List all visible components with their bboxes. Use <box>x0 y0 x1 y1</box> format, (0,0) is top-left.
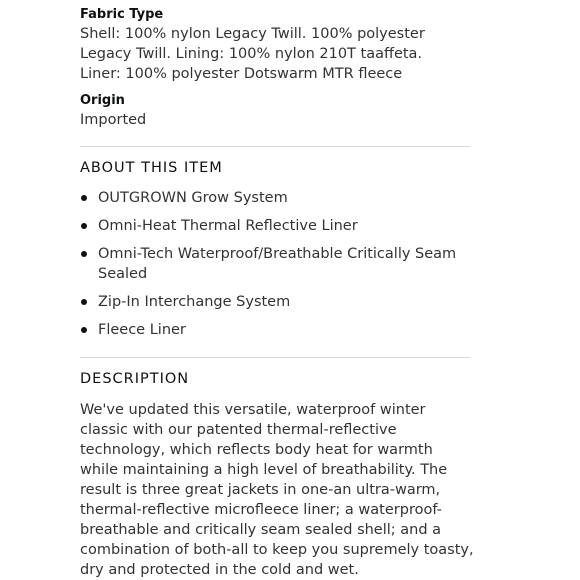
description-section <box>80 371 480 580</box>
bullet-dot-icon <box>81 195 87 201</box>
fabric-type-label: Fabric Type <box>80 7 164 22</box>
bullet-item <box>80 188 480 208</box>
bullet-text: Omni-Tech Waterproof/Breathable Critically Seam Sealed <box>98 246 457 282</box>
bullet-item <box>80 216 480 236</box>
origin-value: Imported <box>80 112 147 128</box>
bullet-dot-icon <box>81 251 87 257</box>
bullet-text: Fleece Liner <box>98 322 186 338</box>
fabric-type-attribute <box>80 6 480 84</box>
about-bullet-list <box>80 188 480 340</box>
origin-label: Origin <box>80 93 125 108</box>
bullet-item <box>80 244 458 284</box>
origin-attribute <box>80 92 480 130</box>
bullet-dot-icon <box>81 327 87 333</box>
about-section-title: ABOUT THIS ITEM <box>80 160 223 176</box>
product-details <box>80 6 480 138</box>
divider-top <box>80 146 470 147</box>
bullet-dot-icon <box>81 223 87 229</box>
about-this-item-section <box>80 160 480 348</box>
bullet-text: OUTGROWN Grow System <box>98 190 288 206</box>
bullet-dot-icon <box>81 299 87 305</box>
description-text: We've updated this versatile, waterproof winter classic with our patented thermal-reflective technology, which reflects body heat for warmth while maintaining a high level of breathability. The result is three great jackets in one-an ultra-warm, thermal-reflective microfleece liner; a waterproof-breathable and critically seam sealed shell; and a combination of both-all to keep you supremely toasty, dry and protected in the cold and wet. <box>80 402 474 578</box>
bullet-item <box>80 320 480 340</box>
bullet-item <box>80 292 480 312</box>
bullet-text: Omni-Heat Thermal Reflective Liner <box>98 218 358 234</box>
description-section-title: DESCRIPTION <box>80 371 190 387</box>
bullet-text: Zip-In Interchange System <box>98 294 291 310</box>
fabric-type-value: Shell: 100% nylon Legacy Twill. 100% polyester Legacy Twill. Lining: 100% nylon 210T taaffeta. Liner: 100% polyester Dotswarm MTR fleece <box>80 26 425 82</box>
divider-middle <box>80 357 470 358</box>
